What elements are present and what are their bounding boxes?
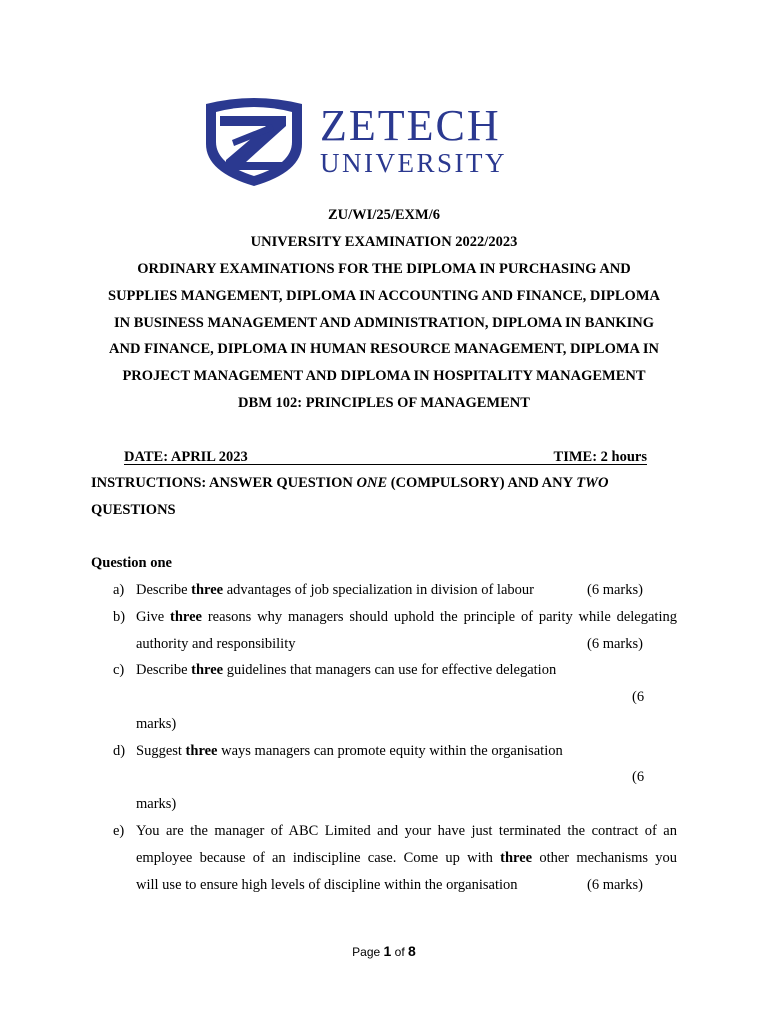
item-c-marks-close: marks): [136, 716, 177, 732]
item-b-marks: (6 marks): [587, 636, 643, 652]
item-d-marks-open: (6: [632, 769, 645, 785]
item-e-marks: (6 marks): [587, 877, 643, 893]
course-title: DBM 102: PRINCIPLES OF MANAGEMENT: [238, 395, 530, 411]
exam-code: ZU/WI/25/EXM/6: [328, 207, 440, 223]
item-b-text: Give three reasons why managers should uphold the principle of parity while delegating: [136, 609, 677, 625]
question-one-title: Question one: [91, 555, 172, 571]
university-logo: [202, 96, 567, 188]
programme-line-3: IN BUSINESS MANAGEMENT AND ADMINISTRATION, DIPLOMA IN BANKING: [113, 315, 655, 331]
exam-time: TIME: 2 hours: [553, 449, 647, 465]
item-d-marks-close: marks): [136, 796, 177, 812]
item-e-text-line2: employee because of an indiscipline case. Come up with three other mechanisms you: [136, 850, 677, 866]
programme-line-1: ORDINARY EXAMINATIONS FOR THE DIPLOMA IN PURCHASING AND: [137, 261, 631, 277]
item-d-letter: d): [113, 743, 126, 759]
logo-word-zetech: ZETECH: [320, 101, 501, 150]
item-a-text: Describe three advantages of job specialization in division of labour: [136, 582, 534, 598]
logo-word-university: UNIVERSITY: [320, 148, 507, 178]
item-b-text-line2: authority and responsibility: [136, 636, 296, 652]
item-a-letter: a): [113, 582, 125, 598]
date-time-underline: [124, 464, 647, 465]
exam-date: DATE: APRIL 2023: [124, 449, 248, 465]
programme-line-5: PROJECT MANAGEMENT AND DIPLOMA IN HOSPITALITY MANAGEMENT: [122, 368, 646, 384]
programme-line-2: SUPPLIES MANGEMENT, DIPLOMA IN ACCOUNTING AND FINANCE, DIPLOMA: [108, 288, 660, 304]
item-b-letter: b): [113, 609, 126, 625]
item-e-letter: e): [113, 823, 125, 839]
page-number: Page 1 of 8: [352, 943, 416, 959]
instructions-line-2: QUESTIONS: [91, 502, 176, 518]
item-e-text-line1: You are the manager of ABC Limited and your have just terminated the contract of an: [136, 823, 677, 839]
item-c-letter: c): [113, 662, 125, 678]
item-c-marks-open: (6: [632, 689, 645, 705]
shield-emblem-icon: [206, 98, 302, 186]
item-c-text: Describe three guidelines that managers can use for effective delegation: [136, 662, 557, 678]
instructions-line-1: INSTRUCTIONS: ANSWER QUESTION ONE (COMPULSORY) AND ANY TWO: [91, 475, 609, 491]
item-d-text: Suggest three ways managers can promote equity within the organisation: [136, 743, 563, 759]
programme-line-4: AND FINANCE, DIPLOMA IN HUMAN RESOURCE MANAGEMENT, DIPLOMA IN: [109, 341, 659, 357]
item-e-text-line3: will use to ensure high levels of discipline within the organisation: [136, 877, 518, 893]
item-a-marks: (6 marks): [587, 582, 643, 598]
exam-title: UNIVERSITY EXAMINATION 2022/2023: [250, 234, 518, 250]
